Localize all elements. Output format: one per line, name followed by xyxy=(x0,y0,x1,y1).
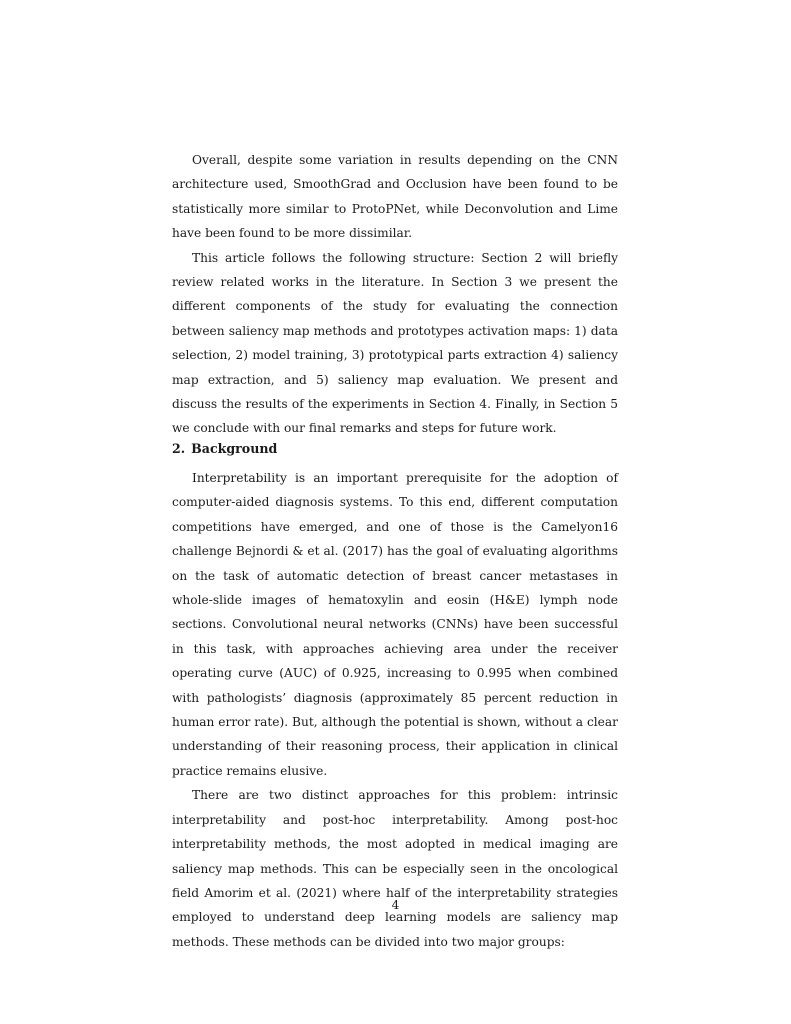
page-number: 4 xyxy=(391,898,400,912)
paragraph-article-structure: This article follows the following structure: Section 2 will briefly review related works in the literature. In Section 3 we present the different components of the study for evaluating the connection between saliency map methods and prototypes activation maps: 1) data selection, 2) model training, 3) prototypical parts extraction 4) saliency map extraction, and 5) saliency map evaluation. We present and discuss the results of the experiments in Section 4. Finally, in Section 5 we conclude with our final remarks and steps for future work. xyxy=(172,250,618,436)
paragraph-results-summary: Overall, despite some variation in results depending on the CNN architecture used, SmoothGrad and Occlusion have been found to be statistically more similar to ProtoPNet, while Deconvolution and Lime have been found to be more dissimilar. xyxy=(172,153,618,241)
section-number: 2. xyxy=(172,441,186,456)
paragraph-interpretability: Interpretability is an important prerequisite for the adoption of computer-aided diagnosis systems. To this end, different computation competitions have emerged, and one of those is the Camelyon16 challenge Bejnordi & et al. (2017) has the goal of evaluating algorithms on the task of automatic detection of breast cancer metastases in whole-slide images of hematoxylin and eosin (H&E) lymph node sections. Convolutional neural networks (CNNs) have been successful in this task, with approaches achieving area under the receiver operating curve (AUC) of 0.925, increasing to 0.995 when combined with pathologists’ diagnosis (approximately 85 percent reduction in human error rate). But, although the potential is shown, without a clear understanding of their reasoning process, their application in clinical practice remains elusive. xyxy=(172,471,618,778)
section-title: Background xyxy=(191,441,278,456)
paragraph-approaches: There are two distinct approaches for this problem: intrinsic interpretability and post-hoc interpretability. Among post-hoc interpretability methods, the most adopted in medical imaging are saliency map methods. This can be especially seen in the oncological field Amorim et al. (2021) where half of the interpretability strategies employed to understand deep learning models are saliency map methods. These methods can be divided into two major groups: xyxy=(172,788,618,949)
section-heading xyxy=(172,437,277,461)
intro-continuation xyxy=(172,148,618,441)
background-section-body xyxy=(172,466,618,954)
